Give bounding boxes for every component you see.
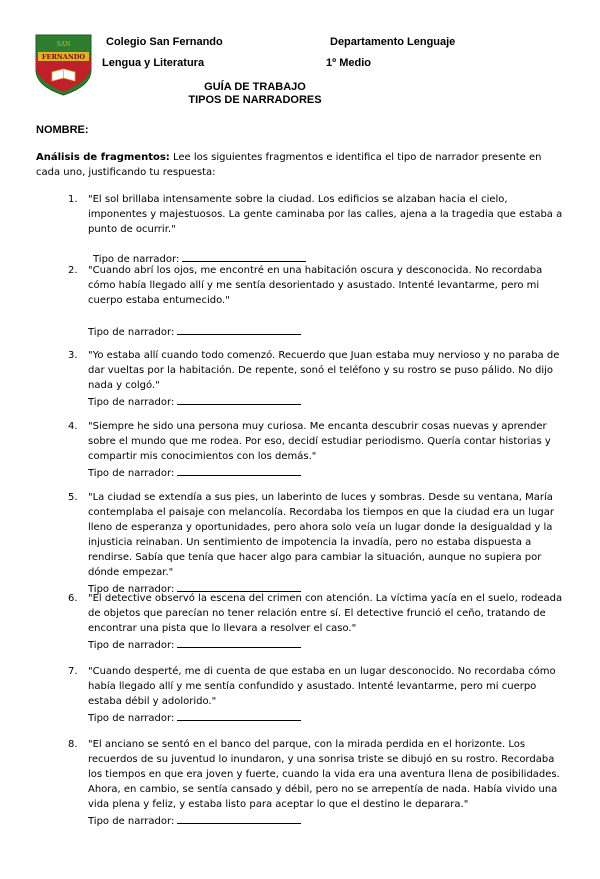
answer-blank[interactable]	[177, 393, 301, 405]
answer-label: Tipo de narrador:	[88, 327, 175, 338]
answer-blank[interactable]	[182, 250, 306, 262]
item-number: 6.	[68, 593, 78, 604]
item-number: 8.	[68, 739, 78, 750]
item-number: 5.	[68, 492, 78, 503]
fragment-item-3	[68, 348, 568, 410]
fragment-text: "Cuando abrí los ojos, me encontré en una habitación oscura y desconocida. No recordaba cómo había llegado allí y me sentía desorientado y asustado. Intenté levantarme, pero mi cuerpo estaba entumecido."	[88, 265, 543, 306]
fragment-text: "El detective observó la escena del crimen con atención. La víctima yacía en el suelo, rodeada de objetos que parecían no tener relación entre sí. El detective frunció el ceño, tratando de encontrar una pista que lo llevara a resolver el caso."	[88, 593, 563, 634]
item-number: 2.	[68, 265, 78, 276]
fragment-item-2	[68, 263, 568, 340]
answer-blank[interactable]	[177, 812, 301, 824]
answer-label: Tipo de narrador:	[88, 816, 175, 827]
instructions	[36, 150, 566, 180]
fragment-text: "El anciano se sentó en el banco del parque, con la mirada perdida en el horizonte. Los recuerdos de su juventud lo inundaron, y una sonrisa triste se dibujó en su rostro. Recordaba los tiempos en que era joven y fuerte, cuando la vida era una aventura llena de posibilidades. Ahora, en cambio, se sentía cansado y débil, pero no se arrepentía de nada. Había vivido una vida plena y feliz, y estaba listo para aceptar lo que el destino le deparara."	[88, 739, 560, 810]
fragment-item-7	[68, 664, 568, 726]
answer-blank[interactable]	[177, 323, 301, 335]
fragment-text: "Cuando desperté, me di cuenta de que estaba en un lugar desconocido. No recordaba cómo había llegado allí y me sentía confundido y asustado. Intenté levantarme, pero mi cuerpo estaba débil y adolorido."	[88, 666, 556, 707]
answer-label: Tipo de narrador:	[88, 713, 175, 724]
answer-line	[88, 464, 568, 481]
item-number: 4.	[68, 421, 78, 432]
fragment-text: "Yo estaba allí cuando todo comenzó. Recuerdo que Juan estaba muy nervioso y no paraba de dar vueltas por la habitación. De repente, sonó el teléfono y su rostro se puso pálido. No dijo nada y colgó."	[88, 350, 560, 391]
title-line-1: GUÍA DE TRABAJO	[204, 81, 306, 93]
answer-blank[interactable]	[177, 636, 301, 648]
answer-line	[88, 323, 568, 340]
school-name: Colegio San Fernando	[106, 36, 223, 48]
logo-text-band: FERNANDO	[41, 53, 86, 61]
grade-level: 1º Medio	[326, 57, 371, 69]
item-number: 1.	[68, 194, 78, 205]
instructions-text: Lee los siguientes fragmentos e identifica el tipo de narrador presente en cada uno, justificando tu respuesta:	[36, 152, 542, 178]
answer-line	[88, 709, 568, 726]
answer-label: Tipo de narrador:	[88, 640, 175, 651]
answer-blank[interactable]	[177, 464, 301, 476]
answer-blank[interactable]	[177, 709, 301, 721]
logo-text-top: SAN	[56, 41, 71, 48]
fragment-item-8	[68, 737, 568, 829]
title-line-2: TIPOS DE NARRADORES	[188, 94, 322, 106]
answer-label: Tipo de narrador:	[88, 468, 175, 479]
answer-label: Tipo de narrador:	[93, 254, 180, 265]
fragment-text: "La ciudad se extendía a sus pies, un laberinto de luces y sombras. Desde su ventana, María contemplaba el paisaje con melancolía. Recordaba los tiempos en que la ciudad era un lugar lleno de esperanza y oportunidades, pero ahora solo veía un lugar donde la desigualdad y la injusticia reinaban. Un sentimiento de impotencia la invadía, pero no estaba dispuesta a rendirse. Sabía que tenía que hacer algo para cambiar la situación, aunque no supiera por dónde empezar."	[88, 492, 554, 578]
fragment-text: "Siempre he sido una persona muy curiosa. Me encanta descubrir cosas nuevas y aprender sobre el mundo que me rodea. Por eso, decidí estudiar periodismo. Quería contar historias y compartir mis conocimientos con los demás."	[88, 421, 551, 462]
department-name: Departamento Lenguaje	[330, 36, 456, 48]
name-label: NOMBRE:	[36, 124, 89, 136]
answer-line	[88, 393, 568, 410]
fragment-text: "El sol brillaba intensamente sobre la ciudad. Los edificios se alzaban hacia el cielo, imponentes y majestuosos. La gente caminaba por las calles, ajena a la tragedia que estaba a punto de ocurrir."	[88, 194, 563, 235]
subject-name: Lengua y Literatura	[102, 57, 205, 69]
instructions-bold: Análisis de fragmentos:	[36, 152, 170, 163]
item-number: 3.	[68, 350, 78, 361]
answer-line	[88, 636, 568, 653]
fragment-item-4	[68, 419, 568, 481]
fragment-item-1	[68, 192, 568, 267]
answer-line	[88, 812, 568, 829]
item-number: 7.	[68, 666, 78, 677]
answer-label: Tipo de narrador:	[88, 397, 175, 408]
answer-label: Tipo de narrador:	[88, 584, 175, 595]
fragment-item-5	[68, 490, 568, 597]
fragment-item-6	[68, 591, 568, 653]
